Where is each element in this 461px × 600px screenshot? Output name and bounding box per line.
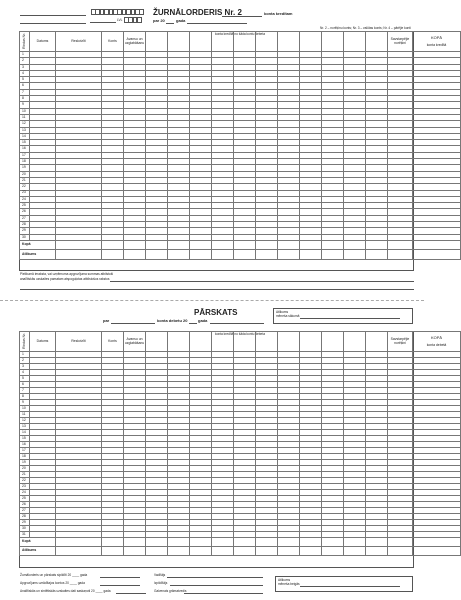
table-cell[interactable]: [102, 538, 124, 547]
col-header-account-code: [256, 332, 278, 352]
total-row-label: Kopā: [20, 538, 56, 547]
col-header-total: KOPĀ konta debetā: [413, 332, 461, 352]
balance-row-label: Atlikums: [20, 250, 56, 259]
table-cell[interactable]: [234, 250, 256, 259]
row-number: 5: [20, 77, 30, 83]
table-cell[interactable]: [322, 250, 344, 259]
table-cell[interactable]: [344, 250, 366, 259]
row-number: 6: [20, 83, 30, 89]
col-header-account: Konts: [102, 32, 124, 52]
row-number: 10: [20, 108, 30, 114]
row-number: 25: [20, 496, 30, 502]
col-header-account-code: [344, 32, 366, 52]
balance-start-label-2: mēneša sākumā: [276, 314, 300, 318]
col-header-account-code: [344, 332, 366, 352]
table-cell[interactable]: [56, 547, 102, 556]
footer-left-3: Analītiskās un sintētiskās uzskaites dati saskaņoti 20 ____ gada: [20, 589, 111, 593]
table-cell[interactable]: [413, 547, 461, 556]
code-box[interactable]: [137, 17, 142, 23]
col-header-row-no: Rindas Nr.: [20, 32, 30, 52]
total-row: [20, 240, 461, 249]
row-number: 18: [20, 454, 30, 460]
table-cell[interactable]: [344, 240, 366, 249]
row-number: 9: [20, 400, 30, 406]
row-number: 24: [20, 196, 30, 202]
col-header-description: Reskvizīti: [56, 332, 102, 352]
col-header-row-no: Rindas Nr.: [20, 332, 30, 352]
col-header-account-code: [212, 332, 234, 352]
row-number: 8: [20, 96, 30, 102]
table-cell[interactable]: [388, 250, 413, 259]
col-header-account-code: [234, 332, 256, 352]
table-cell[interactable]: [190, 547, 212, 556]
row-number: 15: [20, 436, 30, 442]
col-header-sum: Savstarpējie norēķini: [388, 332, 413, 352]
reference-note: Nr. 2 – norēķinu konts; Nr. 3 – valūtas konts; Nr. 4 – pārējie konti: [320, 26, 411, 30]
row-number: 10: [20, 406, 30, 412]
col-header-account-code: [366, 332, 388, 352]
row-number: 30: [20, 234, 30, 240]
row-number: 5: [20, 376, 30, 382]
table-cell[interactable]: [102, 240, 124, 249]
table-cell[interactable]: [56, 250, 102, 259]
col-header-account-code: [168, 32, 190, 52]
row-number: 9: [20, 102, 30, 108]
table-cell[interactable]: [234, 240, 256, 249]
table-cell[interactable]: [212, 240, 234, 249]
col-header-assets: Avansu un uzglabāšanu: [124, 332, 146, 352]
table-cell[interactable]: [300, 250, 322, 259]
row-number: 2: [20, 58, 30, 64]
table-cell[interactable]: [278, 250, 300, 259]
report-table: [19, 331, 461, 556]
balance-row: [20, 250, 461, 259]
table-cell[interactable]: [102, 547, 124, 556]
col-header-account-code: [190, 332, 212, 352]
table-cell[interactable]: [234, 538, 256, 547]
table-cell[interactable]: [300, 538, 322, 547]
report-period-mid: konta debetu 20: [157, 318, 188, 323]
table-cell[interactable]: [388, 547, 413, 556]
report-debit-header: konta kredītā no šāda kontu debeta: [215, 332, 265, 336]
table-cell[interactable]: [168, 538, 190, 547]
table-cell[interactable]: [366, 547, 388, 556]
table-cell[interactable]: [146, 547, 168, 556]
table-cell[interactable]: [124, 240, 146, 249]
row-number: 3: [20, 364, 30, 370]
row-number: 30: [20, 526, 30, 532]
row-number: 12: [20, 121, 30, 127]
footer-left-2: Apgrozījums uzrādītajos kontos 20 ____ gada: [20, 581, 85, 585]
row-number: 17: [20, 152, 30, 158]
table-cell[interactable]: [300, 240, 322, 249]
col-header-sum: Savstarpējie norēķini: [388, 32, 413, 52]
row-number: 26: [20, 209, 30, 215]
row-number: 28: [20, 222, 30, 228]
balance-row-label: Atlikums: [20, 547, 56, 556]
table-cell[interactable]: [344, 547, 366, 556]
col-header-date: Datums: [30, 332, 56, 352]
table-cell[interactable]: [256, 250, 278, 259]
table-cell[interactable]: [322, 538, 344, 547]
row-number: 27: [20, 215, 30, 221]
row-number: 21: [20, 472, 30, 478]
table-cell[interactable]: [124, 547, 146, 556]
table-cell[interactable]: [212, 250, 234, 259]
col-header-account-code: [322, 332, 344, 352]
col-header-account-code: [278, 332, 300, 352]
table-cell[interactable]: [413, 250, 461, 259]
journal-footer-note-2: analītiskās uzskaites pamatam atspoguļotas atbilstošos rakstos: [20, 277, 110, 281]
row-number: 23: [20, 190, 30, 196]
col-header-account-code: [278, 32, 300, 52]
table-cell[interactable]: [388, 240, 413, 249]
col-header-account-code: [234, 32, 256, 52]
row-number: 18: [20, 159, 30, 165]
row-number: 7: [20, 89, 30, 95]
balance-start-label-1: Atlikums: [276, 310, 289, 314]
row-number: 23: [20, 484, 30, 490]
report-period-prefix: par: [103, 318, 110, 323]
table-cell[interactable]: [212, 538, 234, 547]
table-cell[interactable]: [146, 538, 168, 547]
col-header-account-code: [146, 332, 168, 352]
table-cell[interactable]: [413, 240, 461, 249]
row-number: 7: [20, 388, 30, 394]
report-title: PĀRSKATS: [194, 308, 238, 317]
journal-title: ŽURNĀLORDERIS Nr. 2: [153, 8, 242, 17]
table-cell[interactable]: [124, 250, 146, 259]
lvl-label: LVL: [117, 18, 123, 22]
col-header-account-code: [322, 32, 344, 52]
table-cell[interactable]: [388, 538, 413, 547]
row-number: 4: [20, 70, 30, 76]
code-boxes-row-1[interactable]: [91, 9, 143, 15]
table-cell[interactable]: [256, 538, 278, 547]
col-header-account-code: [146, 32, 168, 52]
table-cell[interactable]: [168, 250, 190, 259]
col-header-account-code: [190, 32, 212, 52]
table-cell[interactable]: [278, 547, 300, 556]
row-number: 1: [20, 352, 30, 358]
cut-line: [0, 300, 424, 301]
row-number: 31: [20, 532, 30, 538]
table-cell[interactable]: [146, 240, 168, 249]
row-number: 2: [20, 358, 30, 364]
row-number: 11: [20, 412, 30, 418]
journal-debit-header: konta kredītā no šāda kontu debeta: [215, 32, 265, 36]
row-number: 29: [20, 228, 30, 234]
col-header-description: Reskvizīti: [56, 32, 102, 52]
table-cell[interactable]: [56, 240, 102, 249]
report-period-suffix: gada: [198, 318, 208, 323]
col-header-account-code: [168, 332, 190, 352]
row-number: 11: [20, 114, 30, 120]
row-number: 4: [20, 370, 30, 376]
balance-end-label-1: Atlikums: [278, 578, 291, 582]
table-cell[interactable]: [234, 547, 256, 556]
footer-mid-2: Izpildītājs: [154, 581, 168, 585]
table-cell[interactable]: [168, 240, 190, 249]
journal-title-suffix: konta kredītam: [264, 11, 293, 16]
row-number: 12: [20, 418, 30, 424]
table-cell[interactable]: [366, 250, 388, 259]
row-number: 28: [20, 514, 30, 520]
table-cell[interactable]: [124, 538, 146, 547]
code-box[interactable]: [139, 9, 144, 15]
row-number: 6: [20, 382, 30, 388]
table-cell[interactable]: [278, 240, 300, 249]
row-number: 13: [20, 424, 30, 430]
table-cell[interactable]: [212, 547, 234, 556]
table-cell[interactable]: [256, 547, 278, 556]
journal-table: [19, 31, 461, 260]
col-header-account-code: [256, 32, 278, 52]
row-number: 1: [20, 52, 30, 58]
table-cell[interactable]: [344, 538, 366, 547]
col-header-date: Datums: [30, 32, 56, 52]
table-cell[interactable]: [366, 240, 388, 249]
total-row: [20, 538, 461, 547]
table-cell[interactable]: [190, 538, 212, 547]
table-cell[interactable]: [366, 538, 388, 547]
row-number: 22: [20, 478, 30, 484]
table-cell[interactable]: [146, 250, 168, 259]
period-suffix: gada: [176, 18, 186, 23]
row-number: 27: [20, 508, 30, 514]
total-row-label: Kopā: [20, 240, 56, 249]
table-cell[interactable]: [102, 250, 124, 259]
table-cell[interactable]: [190, 250, 212, 259]
table-cell[interactable]: [168, 547, 190, 556]
row-number: 24: [20, 490, 30, 496]
row-number: 20: [20, 171, 30, 177]
row-number: 29: [20, 520, 30, 526]
table-cell[interactable]: [322, 547, 344, 556]
row-number: 19: [20, 460, 30, 466]
journal-footer-note-1: Pielikumā ieraksta, vai uzņēmuma apgrozījuma summas atbilstoši: [20, 272, 114, 276]
row-number: 26: [20, 502, 30, 508]
col-header-account-code: [366, 32, 388, 52]
balance-row: [20, 547, 461, 556]
row-number: 20: [20, 466, 30, 472]
footer-mid-3: Galvenais grāmatvedis: [154, 589, 187, 593]
row-number: 3: [20, 64, 30, 70]
col-header-account-code: [212, 32, 234, 52]
table-cell[interactable]: [300, 547, 322, 556]
footer-left-1: Žurnālorderis un pārskats sipildīti 20 ____ gada: [20, 573, 88, 577]
row-number: 8: [20, 394, 30, 400]
table-cell[interactable]: [56, 538, 102, 547]
table-cell[interactable]: [322, 240, 344, 249]
row-number: 13: [20, 127, 30, 133]
row-number: 16: [20, 146, 30, 152]
code-boxes-row-2[interactable]: [124, 17, 144, 23]
row-number: 15: [20, 140, 30, 146]
col-header-assets: Avansu un uzglabāšanu: [124, 32, 146, 52]
row-number: 21: [20, 177, 30, 183]
row-number: 14: [20, 133, 30, 139]
balance-end-label-2: mēneša beigās: [278, 582, 300, 586]
col-header-account-code: [300, 32, 322, 52]
table-cell[interactable]: [256, 240, 278, 249]
row-number: 14: [20, 430, 30, 436]
col-header-account-code: [300, 332, 322, 352]
row-number: 25: [20, 203, 30, 209]
table-cell[interactable]: [413, 538, 461, 547]
table-cell[interactable]: [190, 240, 212, 249]
row-number: 16: [20, 442, 30, 448]
period-prefix: par 20: [153, 18, 165, 23]
table-cell[interactable]: [278, 538, 300, 547]
row-number: 19: [20, 165, 30, 171]
col-header-account: Konts: [102, 332, 124, 352]
footer-mid-1: Vadītājs: [154, 573, 166, 577]
row-number: 22: [20, 184, 30, 190]
col-header-total: KOPĀ konta kredītā: [413, 32, 461, 52]
row-number: 17: [20, 448, 30, 454]
